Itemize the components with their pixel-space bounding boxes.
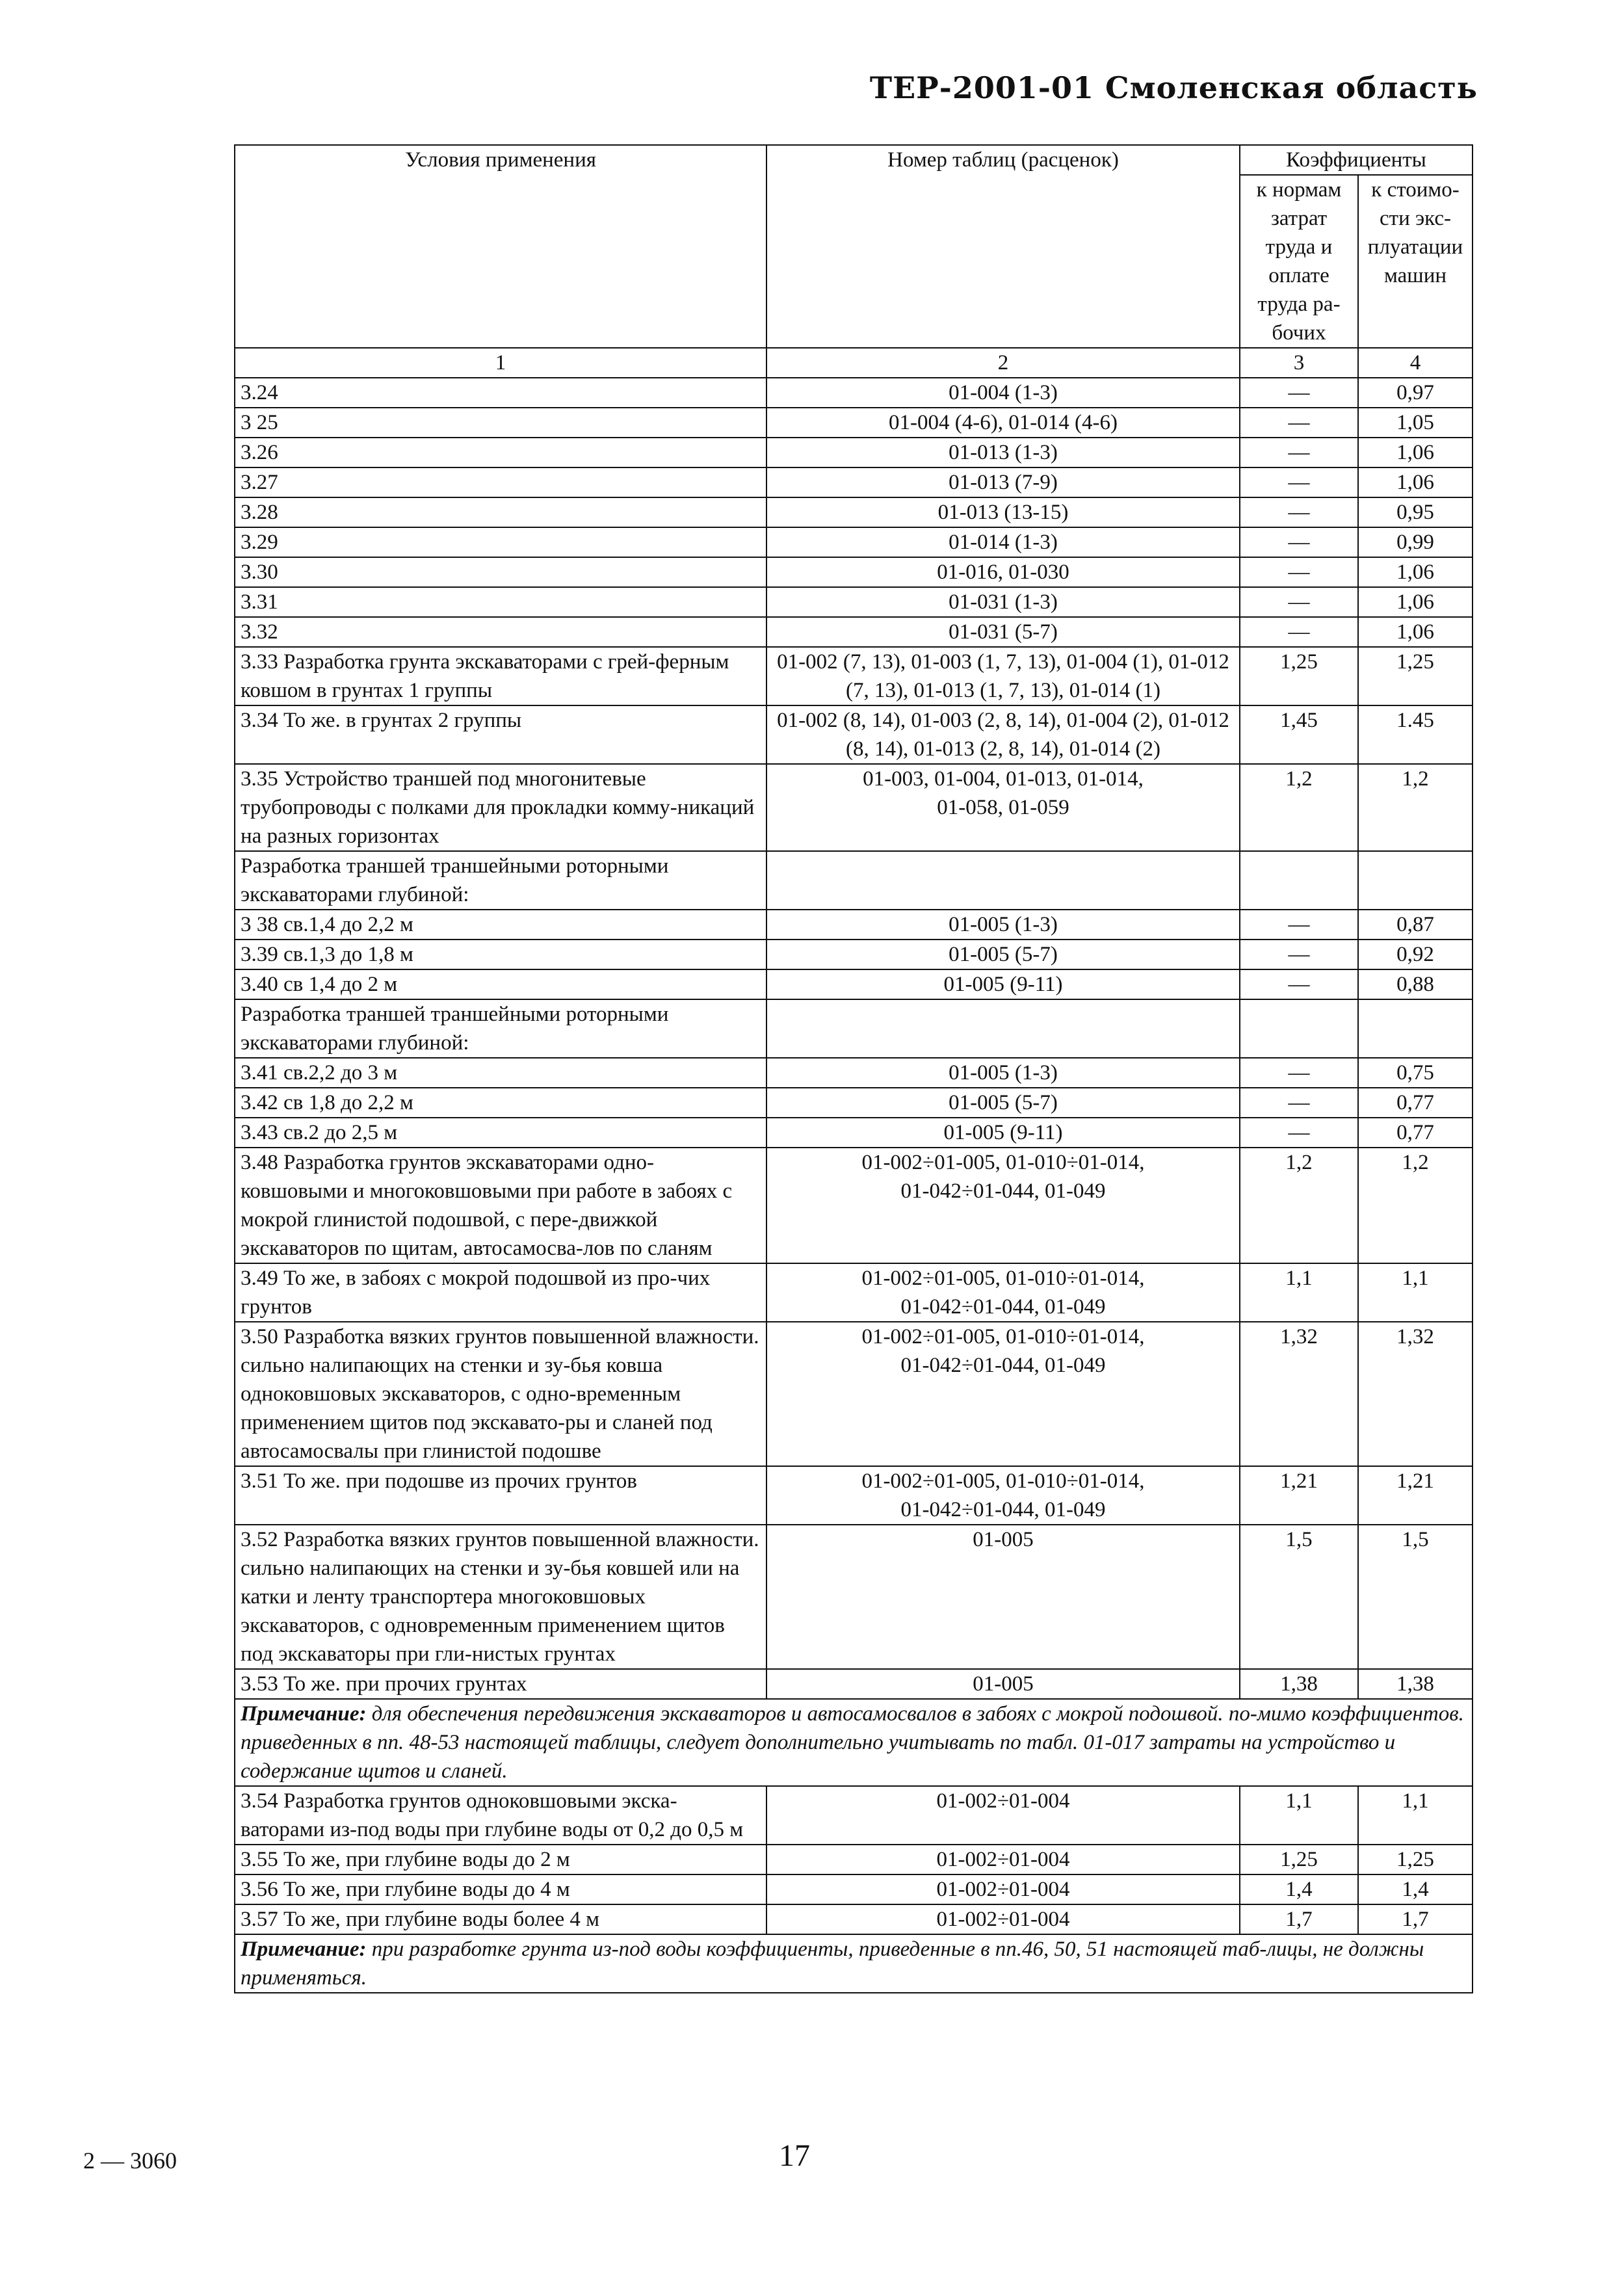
table-code-cell: 01-005 <box>766 1525 1240 1669</box>
table-row <box>235 1874 1473 1904</box>
col-number: 4 <box>1358 348 1473 378</box>
table-code-cell: 01-002÷01-005, 01-010÷01-014, 01-042÷01-044, 01-049 <box>766 1263 1240 1322</box>
header-conditions: Условия применения <box>235 145 766 348</box>
coef-labor-cell: — <box>1240 617 1358 647</box>
coef-labor-cell: — <box>1240 587 1358 617</box>
condition-cell: 3.39 св.1,3 до 1,8 м <box>235 940 766 969</box>
condition-cell: 3.57 То же, при глубине воды более 4 м <box>235 1904 766 1934</box>
note-text: при разработке грунта из-под воды коэффициенты, приведенные в пп.46, 50, 51 настоящей таб-лицы, не должны применяться. <box>241 1938 1424 1990</box>
table-row <box>235 408 1473 438</box>
table-row <box>235 1845 1473 1874</box>
coef-machine-cell: 1,1 <box>1358 1263 1473 1322</box>
coef-machine-cell: 0,77 <box>1358 1088 1473 1118</box>
condition-cell: 3.35 Устройство траншей под многонитевые трубопроводы с полками для прокладки комму-никаций на разных горизонтах <box>235 764 766 851</box>
coef-machine-cell: 1,06 <box>1358 587 1473 617</box>
note-cell <box>235 1699 1473 1786</box>
condition-cell: 3.42 св 1,8 до 2,2 м <box>235 1088 766 1118</box>
header-row <box>235 145 1473 175</box>
table-code-cell: 01-013 (7-9) <box>766 467 1240 497</box>
note-text: для обеспечения передвижения экскаваторов и автосамосвалов в забоях с мокрой подошвой. по-мимо коэффициентов. приведенных в пп. 48-53 настоящей таблицы, следует дополнительно учитывать по табл. 01-017 затраты на устройство и содержание щитов и сланей. <box>241 1702 1464 1783</box>
coef-labor-cell: — <box>1240 557 1358 587</box>
table-code-cell: 01-002 (8, 14), 01-003 (2, 8, 14), 01-004 (2), 01-012 (8, 14), 01-013 (2, 8, 14), 01-014 (2) <box>766 705 1240 764</box>
table-code-cell: 01-002÷01-005, 01-010÷01-014, 01-042÷01-044, 01-049 <box>766 1322 1240 1466</box>
condition-cell: 3.50 Разработка вязких грунтов повышенной влажности. сильно налипающих на стенки и зу-бья ковша одноковшовых экскаваторов, с одно-временным применением щитов под экскавато-ры и сланей под автосамосвалы при глинистой подошве <box>235 1322 766 1466</box>
table-row <box>235 705 1473 764</box>
coef-machine-cell: 0,77 <box>1358 1118 1473 1148</box>
coef-labor-cell <box>1240 999 1358 1058</box>
coef-labor-cell: — <box>1240 467 1358 497</box>
coef-labor-cell: 1,5 <box>1240 1525 1358 1669</box>
coef-machine-cell: 0,75 <box>1358 1058 1473 1088</box>
note-row <box>235 1699 1473 1786</box>
table-row <box>235 1322 1473 1466</box>
coef-machine-cell: 1,2 <box>1358 1148 1473 1263</box>
coef-labor-cell: 1,32 <box>1240 1322 1358 1466</box>
condition-cell: 3.43 св.2 до 2,5 м <box>235 1118 766 1148</box>
coef-machine-cell <box>1358 999 1473 1058</box>
coef-labor-cell: 1,38 <box>1240 1669 1358 1699</box>
table-row <box>235 467 1473 497</box>
table-row <box>235 497 1473 527</box>
table-code-cell: 01-002 (7, 13), 01-003 (1, 7, 13), 01-004 (1), 01-012 (7, 13), 01-013 (1, 7, 13), 01-014 (1) <box>766 647 1240 705</box>
coef-machine-cell: 1,06 <box>1358 617 1473 647</box>
col-number: 2 <box>766 348 1240 378</box>
table-row <box>235 1148 1473 1263</box>
table-row <box>235 1669 1473 1699</box>
table-row <box>235 1904 1473 1934</box>
coef-machine-cell <box>1358 851 1473 910</box>
coef-labor-cell: — <box>1240 497 1358 527</box>
table-code-cell: 01-014 (1-3) <box>766 527 1240 557</box>
header-coef-machine: к стоимо-сти экс-плуатации машин <box>1358 175 1473 348</box>
coef-labor-cell: 1,7 <box>1240 1904 1358 1934</box>
header-coef-labor: к нормам затрат труда и оплате труда ра-бочих <box>1240 175 1358 348</box>
table-code-cell: 01-016, 01-030 <box>766 557 1240 587</box>
table-row <box>235 1263 1473 1322</box>
table-row <box>235 438 1473 467</box>
table-row <box>235 1058 1473 1088</box>
table-row <box>235 940 1473 969</box>
condition-cell: 3.53 То же. при прочих грунтах <box>235 1669 766 1699</box>
coef-labor-cell: — <box>1240 1058 1358 1088</box>
condition-cell: 3.52 Разработка вязких грунтов повышенной влажности. сильно налипающих на стенки и зу-бья ковшей или на катки и ленту транспортера многоковшовых экскаваторов, с одновременным применением щитов под экскаваторы при гли-нистых грунтах <box>235 1525 766 1669</box>
table-row <box>235 378 1473 408</box>
coef-labor-cell: — <box>1240 969 1358 999</box>
table-code-cell: 01-005 (5-7) <box>766 1088 1240 1118</box>
table-row <box>235 1118 1473 1148</box>
coef-labor-cell: 1,2 <box>1240 1148 1358 1263</box>
col-number: 1 <box>235 348 766 378</box>
coef-machine-cell: 1,21 <box>1358 1466 1473 1525</box>
condition-cell: 3.56 То же, при глубине воды до 4 м <box>235 1874 766 1904</box>
table-row <box>235 999 1473 1058</box>
coef-labor-cell: — <box>1240 1118 1358 1148</box>
coef-labor-cell: 1,2 <box>1240 764 1358 851</box>
table-code-cell: 01-004 (1-3) <box>766 378 1240 408</box>
condition-cell: 3.48 Разработка грунтов экскаваторами одно-ковшовыми и многоковшовыми при работе в забоях с мокрой глинистой подошвой, с пере-движкой экскаваторов по щитам, автосамосва-лов по сланям <box>235 1148 766 1263</box>
condition-cell: 3.41 св.2,2 до 3 м <box>235 1058 766 1088</box>
coef-machine-cell: 0,88 <box>1358 969 1473 999</box>
header-coefficients: Коэффициенты <box>1240 145 1473 175</box>
coef-machine-cell: 1.45 <box>1358 705 1473 764</box>
condition-cell: 3.40 св 1,4 до 2 м <box>235 969 766 999</box>
table-row <box>235 617 1473 647</box>
table-code-cell: 01-002÷01-005, 01-010÷01-014, 01-042÷01-044, 01-049 <box>766 1466 1240 1525</box>
table-row <box>235 587 1473 617</box>
condition-cell: 3 38 св.1,4 до 2,2 м <box>235 910 766 940</box>
condition-cell: Разработка траншей траншейными роторными экскаваторами глубиной: <box>235 851 766 910</box>
note-label: Примечание: <box>241 1702 367 1726</box>
coef-machine-cell: 0,97 <box>1358 378 1473 408</box>
coef-machine-cell: 1,32 <box>1358 1322 1473 1466</box>
coef-labor-cell: 1,25 <box>1240 1845 1358 1874</box>
table-row <box>235 1088 1473 1118</box>
table-code-cell: 01-031 (1-3) <box>766 587 1240 617</box>
table-row <box>235 527 1473 557</box>
condition-cell: Разработка траншей траншейными роторными экскаваторами глубиной: <box>235 999 766 1058</box>
coef-machine-cell: 0,92 <box>1358 940 1473 969</box>
condition-cell: 3.29 <box>235 527 766 557</box>
coef-machine-cell: 1,2 <box>1358 764 1473 851</box>
coef-machine-cell: 1,05 <box>1358 408 1473 438</box>
table-code-cell: 01-005 <box>766 1669 1240 1699</box>
table-code-cell: 01-005 (5-7) <box>766 940 1240 969</box>
coef-labor-cell <box>1240 851 1358 910</box>
table-row <box>235 557 1473 587</box>
coef-labor-cell: — <box>1240 378 1358 408</box>
coef-labor-cell: 1,25 <box>1240 647 1358 705</box>
table-row <box>235 910 1473 940</box>
coef-machine-cell: 1,4 <box>1358 1874 1473 1904</box>
note-cell <box>235 1934 1473 1993</box>
footer-order-number: 2 — 3060 <box>83 2148 177 2174</box>
coef-labor-cell: — <box>1240 438 1358 467</box>
condition-cell: 3 25 <box>235 408 766 438</box>
table-code-cell: 01-005 (9-11) <box>766 969 1240 999</box>
coef-machine-cell: 0,99 <box>1358 527 1473 557</box>
condition-cell: 3.30 <box>235 557 766 587</box>
condition-cell: 3.24 <box>235 378 766 408</box>
condition-cell: 3.49 То же, в забоях с мокрой подошвой из про-чих грунтов <box>235 1263 766 1322</box>
header-table-number: Номер таблиц (расценок) <box>766 145 1240 348</box>
table-code-cell <box>766 851 1240 910</box>
page-number: 17 <box>779 2138 810 2173</box>
page-header-title: ТЕР-2001-01 Смоленская область <box>869 70 1478 105</box>
coef-machine-cell: 1,7 <box>1358 1904 1473 1934</box>
condition-cell: 3.51 То же. при подошве из прочих грунтов <box>235 1466 766 1525</box>
coef-machine-cell: 1,5 <box>1358 1525 1473 1669</box>
coef-machine-cell: 1,25 <box>1358 1845 1473 1874</box>
condition-cell: 3.54 Разработка грунтов одноковшовыми экска-ваторами из-под воды при глубине воды от 0,2 до 0,5 м <box>235 1786 766 1845</box>
table-code-cell: 01-002÷01-004 <box>766 1845 1240 1874</box>
coef-machine-cell: 1,06 <box>1358 438 1473 467</box>
table-row <box>235 764 1473 851</box>
condition-cell: 3.32 <box>235 617 766 647</box>
coef-machine-cell: 0,95 <box>1358 497 1473 527</box>
coef-labor-cell: 1,45 <box>1240 705 1358 764</box>
condition-cell: 3.33 Разработка грунта экскаваторами с грей-ферным ковшом в грунтах 1 группы <box>235 647 766 705</box>
coef-labor-cell: 1,21 <box>1240 1466 1358 1525</box>
coef-labor-cell: — <box>1240 1088 1358 1118</box>
coef-machine-cell: 1,38 <box>1358 1669 1473 1699</box>
table-code-cell: 01-002÷01-004 <box>766 1786 1240 1845</box>
table-code-cell: 01-002÷01-004 <box>766 1874 1240 1904</box>
coef-machine-cell: 0,87 <box>1358 910 1473 940</box>
condition-cell: 3.26 <box>235 438 766 467</box>
table-code-cell: 01-002÷01-004 <box>766 1904 1240 1934</box>
table-row <box>235 1786 1473 1845</box>
coef-labor-cell: 1,4 <box>1240 1874 1358 1904</box>
condition-cell: 3.28 <box>235 497 766 527</box>
table-code-cell: 01-005 (1-3) <box>766 910 1240 940</box>
table-code-cell <box>766 999 1240 1058</box>
col-number: 3 <box>1240 348 1358 378</box>
coef-machine-cell: 1,1 <box>1358 1786 1473 1845</box>
column-number-row <box>235 348 1473 378</box>
condition-cell: 3.34 То же. в грунтах 2 группы <box>235 705 766 764</box>
table-row <box>235 1525 1473 1669</box>
table-row <box>235 1466 1473 1525</box>
table-code-cell: 01-013 (1-3) <box>766 438 1240 467</box>
table-code-cell: 01-005 (1-3) <box>766 1058 1240 1088</box>
coefficients-table <box>234 144 1473 1993</box>
condition-cell: 3.55 То же, при глубине воды до 2 м <box>235 1845 766 1874</box>
coef-labor-cell: 1,1 <box>1240 1786 1358 1845</box>
coef-labor-cell: 1,1 <box>1240 1263 1358 1322</box>
table-code-cell: 01-004 (4-6), 01-014 (4-6) <box>766 408 1240 438</box>
condition-cell: 3.27 <box>235 467 766 497</box>
table-code-cell: 01-005 (9-11) <box>766 1118 1240 1148</box>
table-row <box>235 851 1473 910</box>
coef-machine-cell: 1,06 <box>1358 557 1473 587</box>
table-code-cell: 01-013 (13-15) <box>766 497 1240 527</box>
table-code-cell: 01-003, 01-004, 01-013, 01-014, 01-058, 01-059 <box>766 764 1240 851</box>
coef-labor-cell: — <box>1240 408 1358 438</box>
condition-cell: 3.31 <box>235 587 766 617</box>
note-label: Примечание: <box>241 1938 367 1961</box>
coef-labor-cell: — <box>1240 527 1358 557</box>
note-row <box>235 1934 1473 1993</box>
coef-labor-cell: — <box>1240 910 1358 940</box>
table-code-cell: 01-031 (5-7) <box>766 617 1240 647</box>
coef-machine-cell: 1,25 <box>1358 647 1473 705</box>
table-code-cell: 01-002÷01-005, 01-010÷01-014, 01-042÷01-044, 01-049 <box>766 1148 1240 1263</box>
table-row <box>235 647 1473 705</box>
coef-labor-cell: — <box>1240 940 1358 969</box>
coef-machine-cell: 1,06 <box>1358 467 1473 497</box>
table-row <box>235 969 1473 999</box>
